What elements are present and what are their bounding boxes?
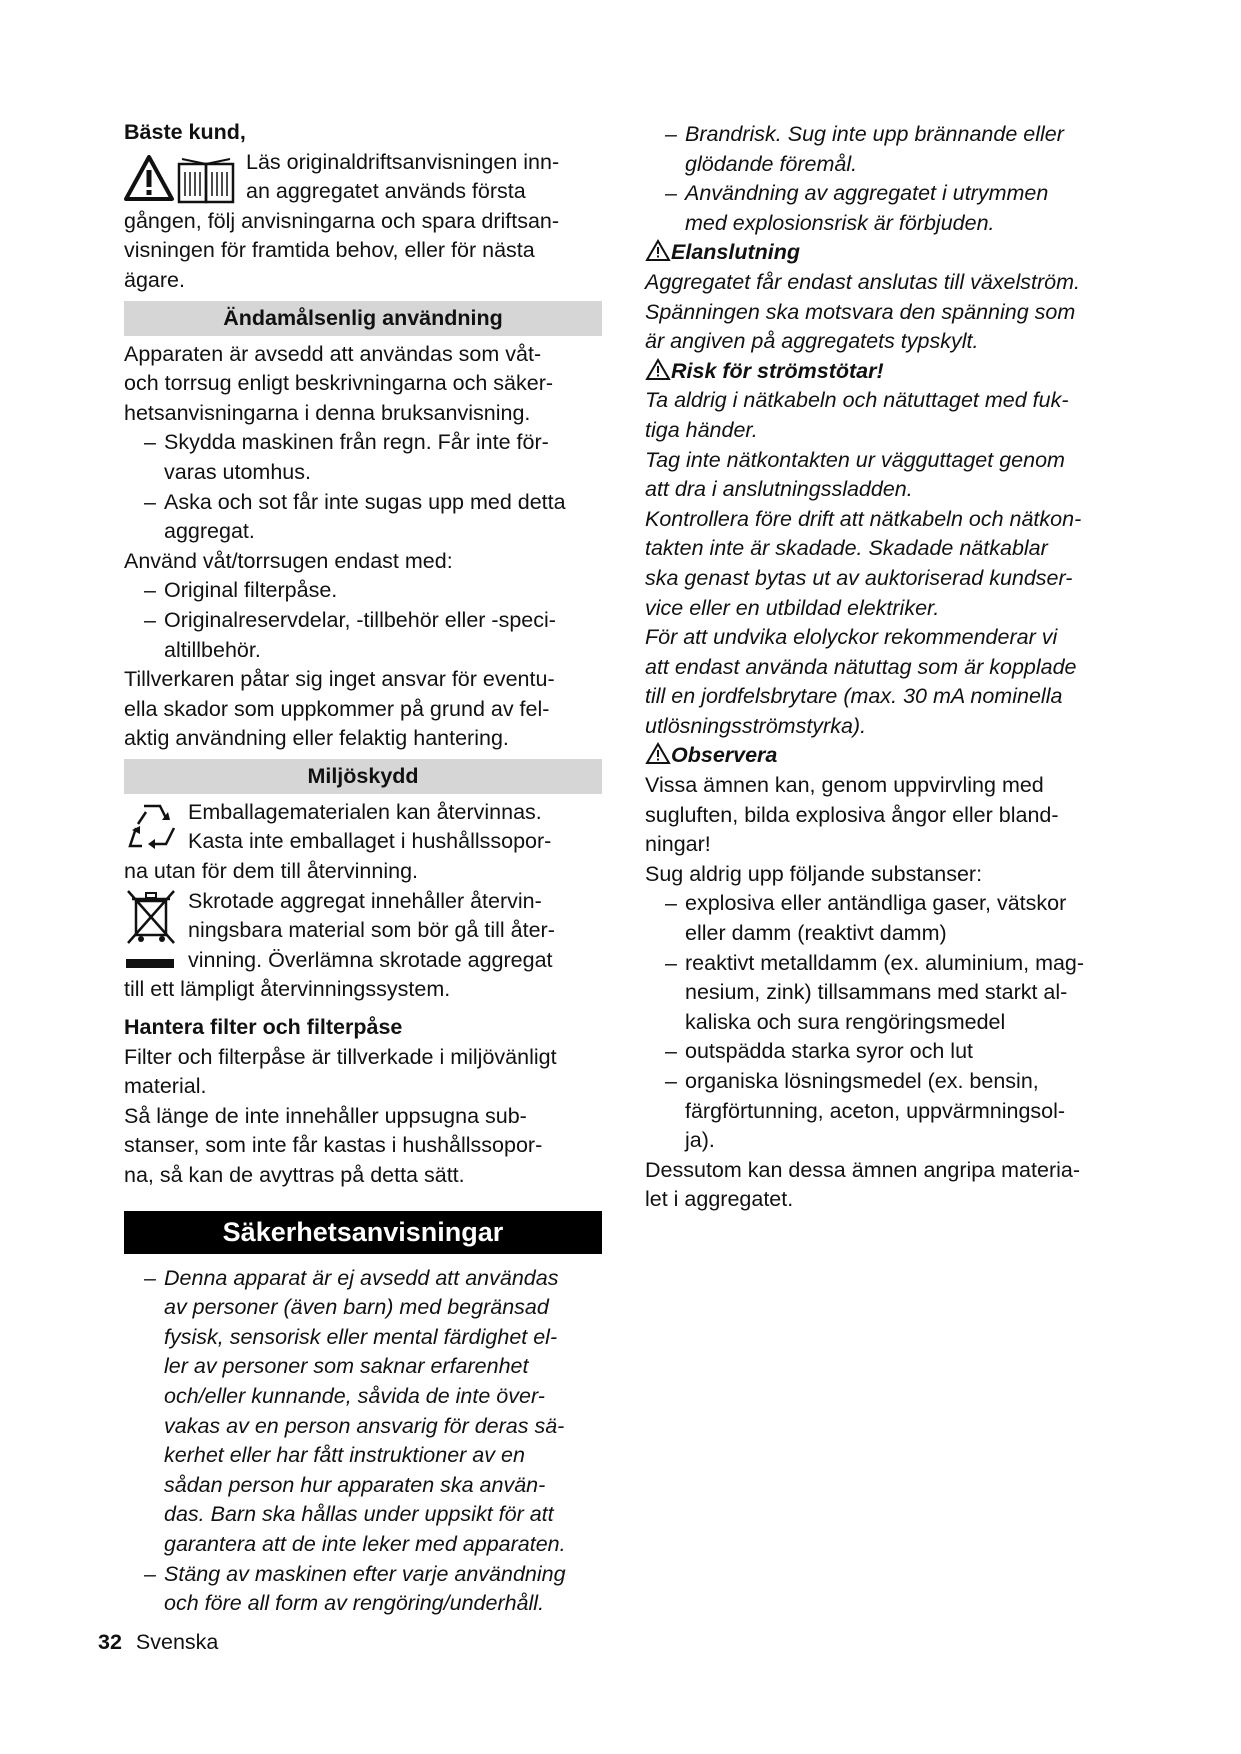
closing-text: let i aggregatet. [645, 1187, 794, 1212]
safety-heading: Säkerhetsanvisningar [124, 1211, 602, 1254]
recycle-icon [124, 798, 180, 856]
intro-line: gången, följ anvisningarna och spara driftsan- [124, 208, 560, 233]
env-text: na, så kan de avyttras på detta sätt. [124, 1163, 465, 1187]
elec-text: Spänningen ska motsvara den spänning som [645, 299, 1076, 324]
list-item: – Originalreservdelar, -tillbehör eller -speci- altillbehör. [144, 607, 556, 662]
shock-text: tiga händer. [645, 417, 758, 442]
closing-text: Dessutom kan dessa ämnen angripa materia- [645, 1157, 1080, 1182]
shock-text: takten inte är skadade. Skadade nätkablar [645, 536, 1048, 561]
obs-text: Vissa ämnen kan, genom uppvirvling med [645, 773, 1044, 798]
right-column [645, 120, 1130, 1215]
env-text: vinning. Överlämna skrotade aggregat [188, 947, 553, 972]
left-column [124, 118, 602, 1619]
obs-text: ningar! [645, 832, 711, 857]
warning-icon [645, 742, 671, 765]
page-number: 32 [98, 1630, 122, 1654]
env-text: Filter och filterpåse är tillverkade i miljövänligt [124, 1044, 557, 1069]
list-item: – Original filterpåse. [144, 578, 338, 603]
scrap-block [124, 887, 602, 1005]
warning-manual-icon [124, 152, 238, 206]
env-text: Skrotade aggregat innehåller återvin- [188, 888, 542, 913]
env-text: Så länge de inte innehåller uppsugna sub- [124, 1103, 527, 1128]
shock-text: Tag inte nätkontakten ur vägguttaget genom [645, 447, 1065, 472]
list-item: – Skydda maskinen från regn. Får inte för- varas utomhus. [144, 430, 549, 484]
greeting: Bäste kund, [124, 120, 246, 144]
usage-text: hetsanvisningarna i denna bruksanvisning. [124, 400, 531, 425]
usage-text: Tillverkaren påtar sig inget ansvar för eventu- [124, 667, 555, 692]
shock-text: till en jordfelsbrytare (max. 30 mA nominella [645, 684, 1063, 709]
obs-text: Sug aldrig upp följande substanser: [645, 861, 983, 886]
env-heading: Miljöskydd [124, 759, 602, 794]
env-text: Emballagematerialen kan återvinnas. [188, 799, 542, 824]
shock-text: Kontrollera före drift att nätkabeln och nätkon- [645, 506, 1082, 531]
shock-text: Ta aldrig i nätkabeln och nätuttaget med fuk- [645, 388, 1069, 413]
obs-heading: Observera [645, 741, 1130, 771]
env-text: material. [124, 1074, 207, 1099]
list-item: – Användning av aggregatet i utrymmen med explosionsrisk är förbjuden. [665, 181, 1049, 235]
env-text: till ett lämpligt återvinningssystem. [124, 977, 451, 1002]
elec-heading: Elanslutning [645, 238, 1130, 268]
usage-text: ella skador som uppkommer på grund av fel- [124, 696, 550, 721]
intro-block [124, 148, 602, 296]
usage-text: och torrsug enligt beskrivningarna och säker- [124, 371, 554, 396]
intro-line: Läs originaldriftsanvisningen inn- [246, 149, 560, 174]
usage-heading: Ändamålsenlig användning [124, 301, 602, 336]
shock-text: vice eller en utbildad elektriker. [645, 595, 940, 620]
usage-text: Använd våt/torrsugen endast med: [124, 548, 453, 573]
list-item: – Denna apparat är ej avsedd att användas av personer (även barn) med begränsad fysisk, sensorisk eller mental färdighet el- ler av personer som saknar erfarenhet och/eller kunnande, såvida de inte över- vakas av en person ansvarig för deras sä- kerhet eller har fått instruktioner av en sådan person hur apparaten ska använ- das. Barn ska hållas under uppsikt för att garantera att de inte leker med apparaten. [144, 1265, 566, 1556]
list-item: – Stäng av maskinen efter varje användning och före all form av rengöring/underhåll. [144, 1561, 566, 1616]
warning-icon [645, 358, 671, 381]
list-item: – Brandrisk. Sug inte upp brännande eller glödande föremål. [665, 122, 1064, 176]
list-item: – reaktivt metalldamm (ex. aluminium, mag- nesium, zink) tillsammans med starkt al- kaliska och sura rengöringsmedel [665, 950, 1085, 1034]
env-text: Kasta inte emballaget i hushållssopor- [188, 829, 552, 854]
recycle-block [124, 798, 602, 887]
crossed-bin-icon [124, 887, 180, 975]
env-text: na utan för dem till återvinning. [124, 859, 418, 884]
shock-text: För att undvika elolyckor rekommenderar vi [645, 625, 1058, 650]
usage-text: aktig användning eller felaktig hantering. [124, 726, 509, 751]
intro-line: an aggregatet används första [246, 179, 526, 204]
list-item: – organiska lösningsmedel (ex. bensin, färgförtunning, aceton, uppvärmningsol- ja). [665, 1069, 1066, 1153]
list-item: – explosiva eller antändliga gaser, vätskor eller damm (reaktivt damm) [665, 891, 1067, 946]
shock-text: att endast använda nätuttag som är kopplade [645, 654, 1077, 679]
obs-text: sugluften, bilda explosiva ångor eller bland- [645, 802, 1059, 827]
warning-icon [645, 239, 671, 262]
usage-text: Apparaten är avsedd att användas som våt- [124, 341, 542, 366]
shock-heading: Risk för strömstötar! [645, 357, 1130, 387]
list-item: – outspädda starka syror och lut [665, 1039, 974, 1064]
env-text: stanser, som inte får kastas i hushållssopor- [124, 1133, 543, 1158]
elec-text: Aggregatet får endast anslutas till växelström. [645, 269, 1080, 294]
page-footer [98, 1630, 218, 1655]
page-language: Svenska [135, 1630, 219, 1654]
intro-line: visningen för framtida behov, eller för nästa [124, 238, 535, 263]
list-item: – Aska och sot får inte sugas upp med detta aggregat. [144, 489, 566, 544]
intro-line: ägare. [124, 267, 185, 292]
filter-heading: Hantera filter och filterpåse [124, 1015, 403, 1040]
shock-text: att dra i anslutningssladden. [645, 477, 913, 502]
shock-text: utlösningsströmstyrka). [645, 713, 867, 738]
shock-text: ska genast bytas ut av auktoriserad kundser- [645, 565, 1073, 590]
elec-text: är angiven på aggregatets typskylt. [645, 329, 979, 354]
env-text: ningsbara material som bör gå till åter- [188, 918, 555, 943]
